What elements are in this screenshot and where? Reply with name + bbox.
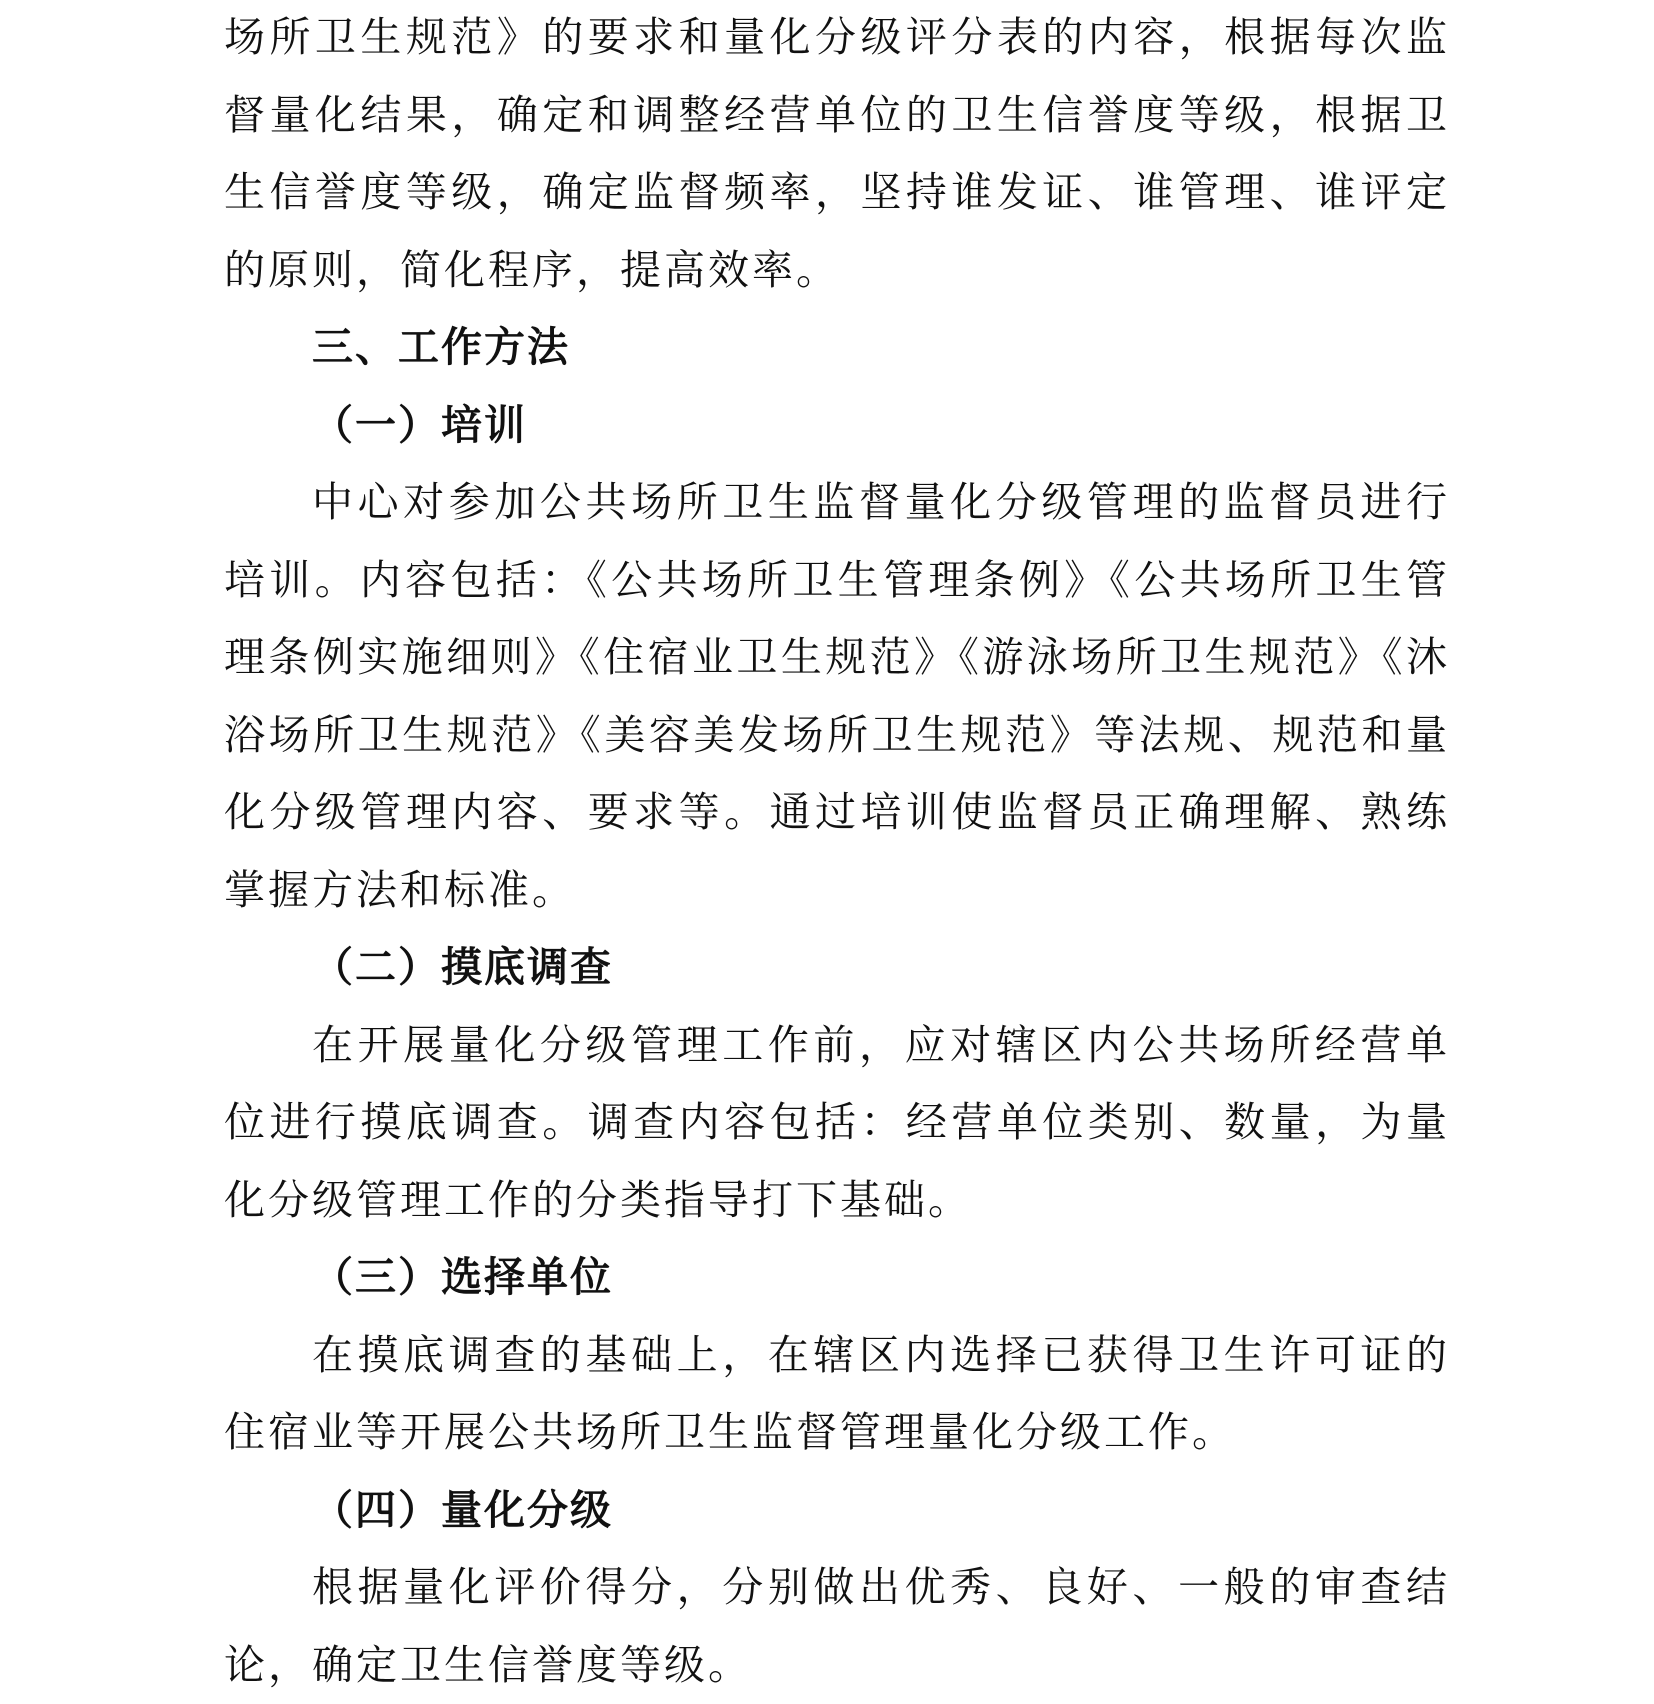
subheading-grading: （四）量化分级 bbox=[312, 1485, 613, 1534]
section-heading-work-methods: 三、工作方法 bbox=[312, 323, 570, 371]
paragraph-grading: 根据量化评价得分，分别做出优秀、良好、一般的审查结论，确定卫生信誉度等级。 bbox=[224, 1563, 1450, 1689]
paragraph-continuation: 场所卫生规范》的要求和量化分级评分表的内容，根据每次监督量化结果，确定和调整经营单位的卫生信誉度等级，根据卫生信誉度等级，确定监督频率，坚持谁发证、谁管理、谁评定的原则，简化程序，提高效率。 bbox=[224, 13, 1450, 294]
subheading-training: （一）培训 bbox=[312, 400, 527, 449]
subheading-select-units: （三）选择单位 bbox=[312, 1253, 613, 1301]
document-page bbox=[224, 0, 1450, 1704]
subheading-survey: （二）摸底调查 bbox=[312, 943, 613, 991]
paragraph-survey: 在开展量化分级管理工作前，应对辖区内公共场所经营单位进行摸底调查。调查内容包括：经营单位类别、数量，为量化分级管理工作的分类指导打下基础。 bbox=[224, 1020, 1450, 1224]
paragraph-select-units: 在摸底调查的基础上，在辖区内选择已获得卫生许可证的住宿业等开展公共场所卫生监督管理量化分级工作。 bbox=[224, 1330, 1450, 1456]
paragraph-training: 中心对参加公共场所卫生监督量化分级管理的监督员进行培训。内容包括：《公共场所卫生管理条例》《公共场所卫生管理条例实施细则》《住宿业卫生规范》《游泳场所卫生规范》《沐浴场所卫生规范》《美容美发场所卫生规范》等法规、规范和量化分级管理内容、要求等。通过培训使监督员正确理解、熟练掌握方法和标准。 bbox=[224, 478, 1450, 914]
